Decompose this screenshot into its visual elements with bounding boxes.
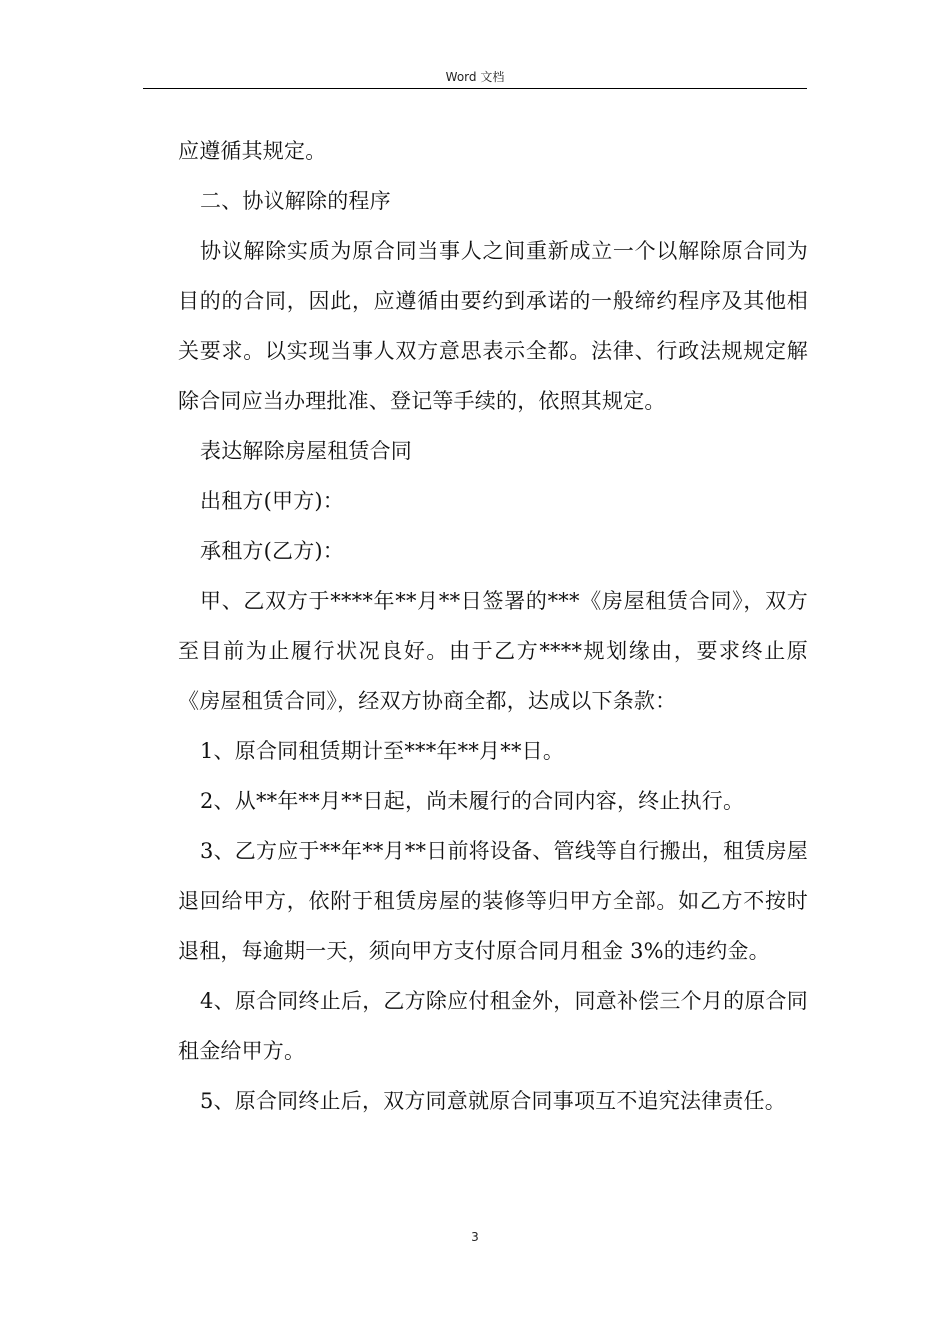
clause-3: 3、乙方应于**年**月**日前将设备、管线等自行搬出，租赁房屋退回给甲方，依附于租赁房屋的装修等归甲方全部。如乙方不按时退租，每逾期一天，须向甲方支付原合同月租金 3%的违约金。: [178, 839, 808, 963]
paragraph-preamble: 甲、乙双方于****年**月**日签署的***《房屋租赁合同》，双方至目前为止履行状况良好。由于乙方****规划缘由，要求终止原《房屋租赁合同》，经双方协商全都，达成以下条款：: [178, 589, 808, 713]
section-heading: 二、协议解除的程序: [200, 189, 391, 213]
page-header: Word 文档: [445, 70, 505, 84]
document-body: [178, 126, 808, 1126]
lessor-line: 出租方(甲方)：: [200, 489, 344, 513]
paragraph-continuation: 应遵循其规定。: [178, 139, 327, 163]
lessee-line: 承租方(乙方)：: [200, 539, 344, 563]
clause-2: 2、从**年**月**日起，尚未履行的合同内容，终止执行。: [200, 789, 745, 813]
clause-1: 1、原合同租赁期计至***年**月**日。: [200, 739, 565, 763]
page-number: 3: [471, 1230, 479, 1244]
clause-4: 4、原合同终止后，乙方除应付租金外，同意补偿三个月的原合同租金给甲方。: [178, 989, 808, 1063]
header-divider: [143, 88, 807, 89]
contract-title: 表达解除房屋租赁合同: [200, 439, 412, 463]
paragraph-agreement-nature: 协议解除实质为原合同当事人之间重新成立一个以解除原合同为目的的合同，因此，应遵循由要约到承诺的一般缔约程序及其他相关要求。以实现当事人双方意思表示全都。法律、行政法规规定解除合同应当办理批准、登记等手续的，依照其规定。: [178, 239, 808, 413]
clause-5: 5、原合同终止后，双方同意就原合同事项互不追究法律责任。: [200, 1089, 786, 1113]
